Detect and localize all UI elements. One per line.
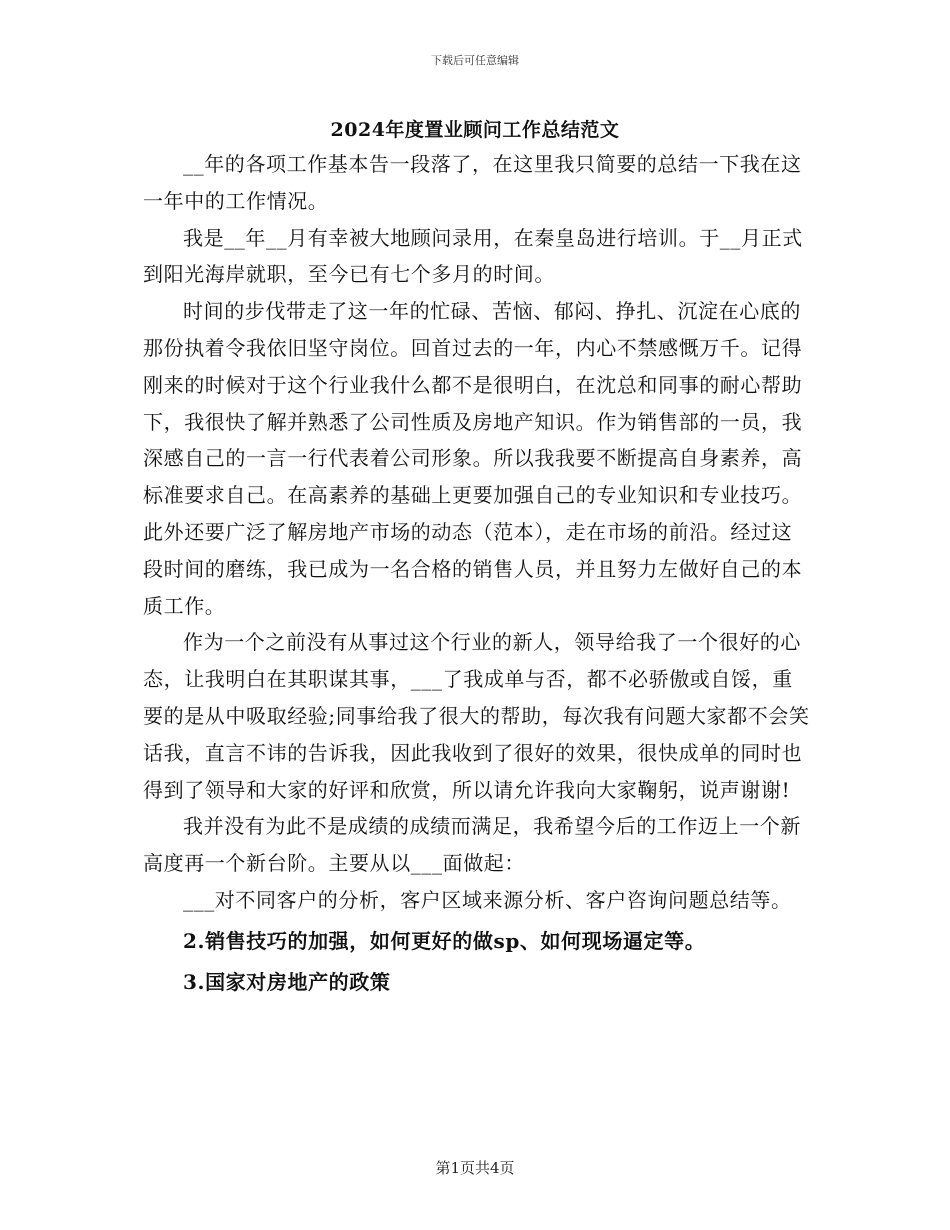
section-heading: 2.销售技巧的加强，如何更好的做sp、如何现场逼定等。 (183, 928, 706, 953)
paragraph: 我是__年__月有幸被大地顾问录用，在秦皇岛进行培训。于__月正式到阳光海岸就职，至今已有七个多月的时间。 (143, 225, 803, 287)
paragraph: 我并没有为此不是成绩的成绩而满足，我希望今后的工作迈上一个新高度再一个新台阶。主要从以___面做起： (143, 814, 801, 876)
paragraph: 作为一个之前没有从事过这个行业的新人，领导给我了一个很好的心态，让我明白在其职谋其事，___了我成单与否，都不必骄傲或自馁，重要的是从中吸取经验;同事给我了很大的帮助，每次我有问题大家都不会笑话我，直言不讳的告诉我，因此我收到了很好的效果，很快成单的同时也得到了领导和大家的好评和欣赏，所以请允许我向大家鞠躬，说声谢谢! (143, 630, 810, 802)
page-header-note: 下载后可任意编辑 (431, 54, 519, 67)
paragraph: ___对不同客户的分析，客户区域来源分析、客户咨询问题总结等。 (183, 887, 792, 912)
document-title: 2024年度置业顾问工作总结范文 (330, 119, 620, 141)
paragraph: 时间的步伐带走了这一年的忙碌、苦恼、郁闷、挣扎、沉淀在心底的那份执着令我依旧坚守岗位。回首过去的一年，内心不禁感慨万千。记得刚来的时候对于这个行业我什么都不是很明白，在沈总和同事的耐心帮助下，我很快了解并熟悉了公司性质及房地产知识。作为销售部的一员，我深感自己的一言一行代表着公司形象。所以我我要不断提高自身素养，高标准要求自己。在高素养的基础上更要加强自己的专业知识和专业技巧。此外还要广泛了解房地产市场的动态（范本），走在市场的前沿。经过这段时间的磨练，我已成为一名合格的销售人员，并且努力左做好自己的本质工作。 (143, 299, 803, 618)
section-heading: 3.国家对房地产的政策 (183, 969, 391, 994)
document-body (143, 146, 811, 1004)
paragraph: __年的各项工作基本告一段落了，在这里我只简要的总结一下我在这一年中的工作情况。 (143, 152, 802, 213)
page-number: 第1页共4页 (435, 1159, 515, 1177)
